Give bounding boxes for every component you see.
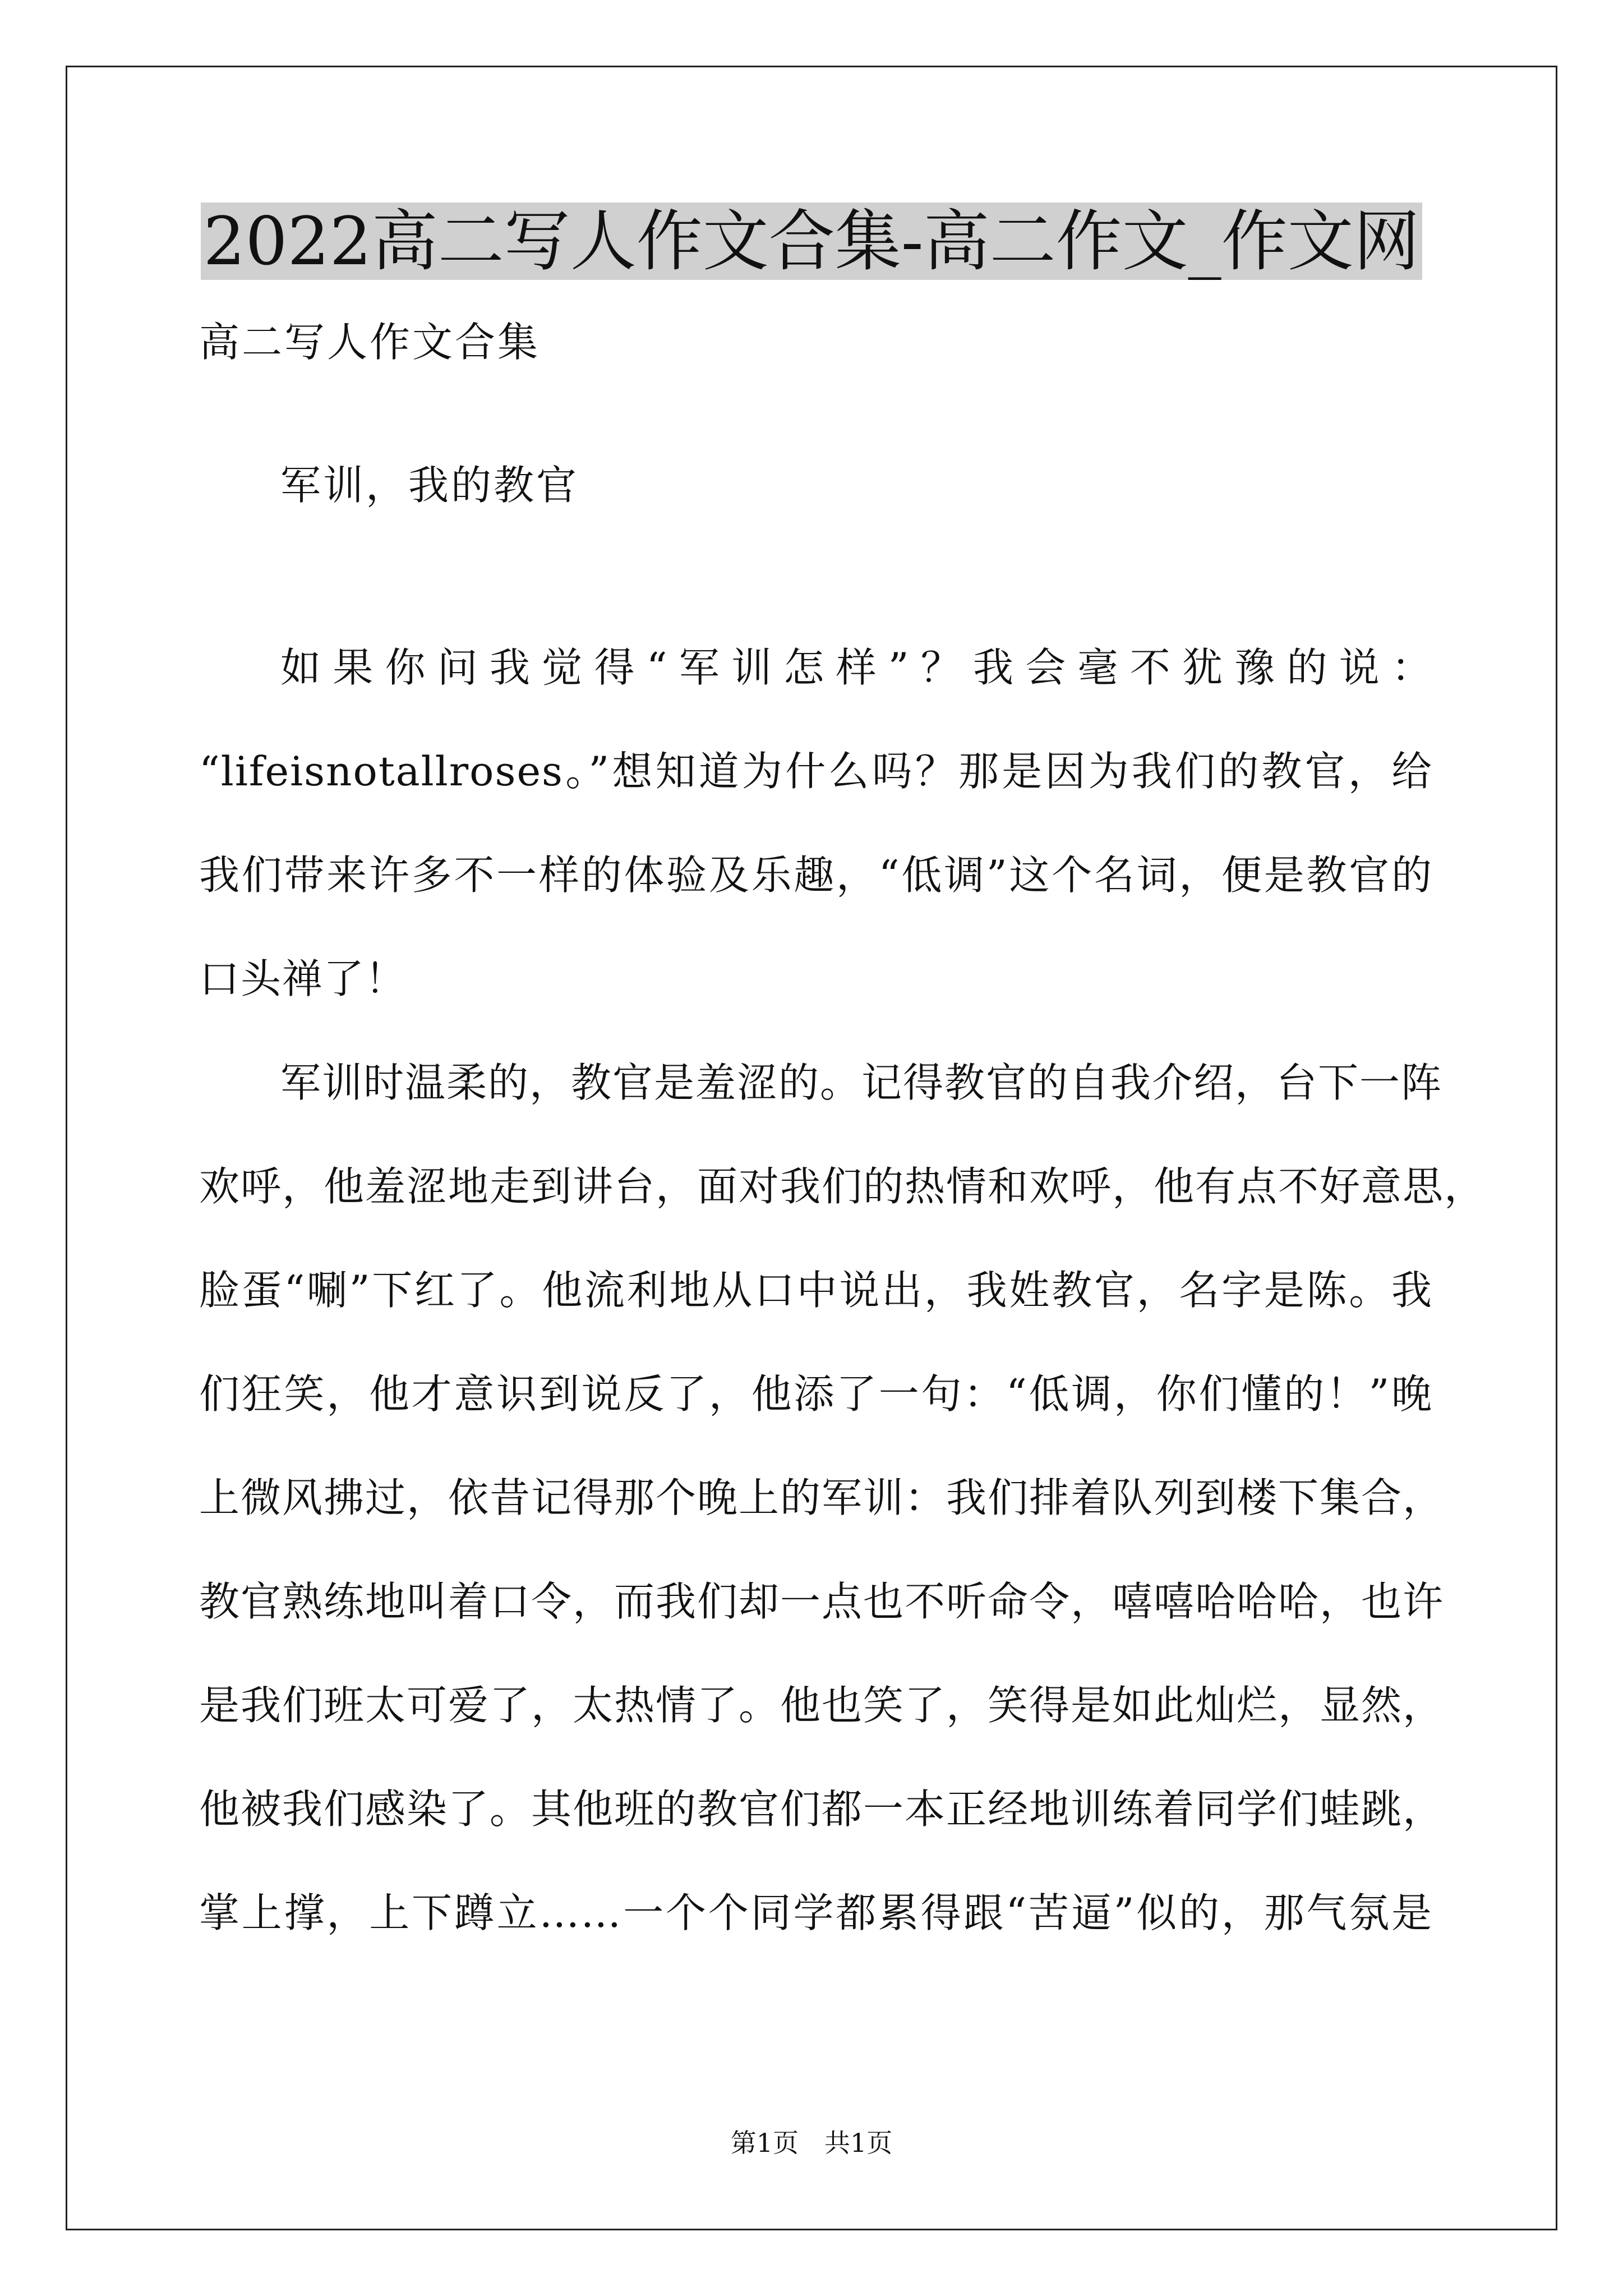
body-line-11: 是我们班太可爱了，太热情了。他也笑了，笑得是如此灿烂，显然， [199, 1682, 1445, 1729]
section-heading: 军训，我的教官 [280, 462, 579, 509]
document-subtitle: 高二写人作文合集 [199, 319, 541, 366]
body-line-4: 口头禅了！ [199, 955, 407, 1002]
body-line-7: 脸蛋“唰”下红了。他流利地从口中说出，我姓教官，名字是陈。我 [199, 1267, 1433, 1314]
body-line-12: 他被我们感染了。其他班的教官们都一本正经地训练着同学们蛙跳， [199, 1786, 1445, 1833]
body-line-5: 军训时温柔的，教官是羞涩的。记得教官的自我介绍，台下一阵 [280, 1059, 1443, 1106]
document-title-text: 2022高二写人作文合集-高二作文_作文网 [201, 203, 1422, 280]
document-title [0, 202, 1623, 280]
body-line-8: 们狂笑，他才意识到说反了，他添了一句：“低调，你们懂的！”晚 [199, 1370, 1433, 1418]
body-line-13: 掌上撑，上下蹲立……一个个同学都累得跟“苦逼”似的，那气氛是 [199, 1889, 1433, 1936]
body-line-10: 教官熟练地叫着口令，而我们却一点也不听命令，嘻嘻哈哈哈，也许 [199, 1578, 1445, 1625]
body-line-2: “lifeisnotallroses。”想知道为什么吗？那是因为我们的教官，给 [199, 748, 1433, 795]
body-line-9: 上微风拂过，依昔记得那个晚上的军训：我们排着队列到楼下集合， [199, 1474, 1445, 1521]
body-line-6: 欢呼，他羞涩地走到讲台，面对我们的热情和欢呼，他有点不好意思， [199, 1163, 1486, 1210]
body-line-3: 我们带来许多不一样的体验及乐趣，“低调”这个名词，便是教官的 [199, 852, 1433, 899]
page-footer: 第1页 共1页 [730, 2128, 893, 2158]
body-line-1: 如果你问我觉得“军训怎样”？我会毫不犹豫的说： [280, 644, 1433, 691]
